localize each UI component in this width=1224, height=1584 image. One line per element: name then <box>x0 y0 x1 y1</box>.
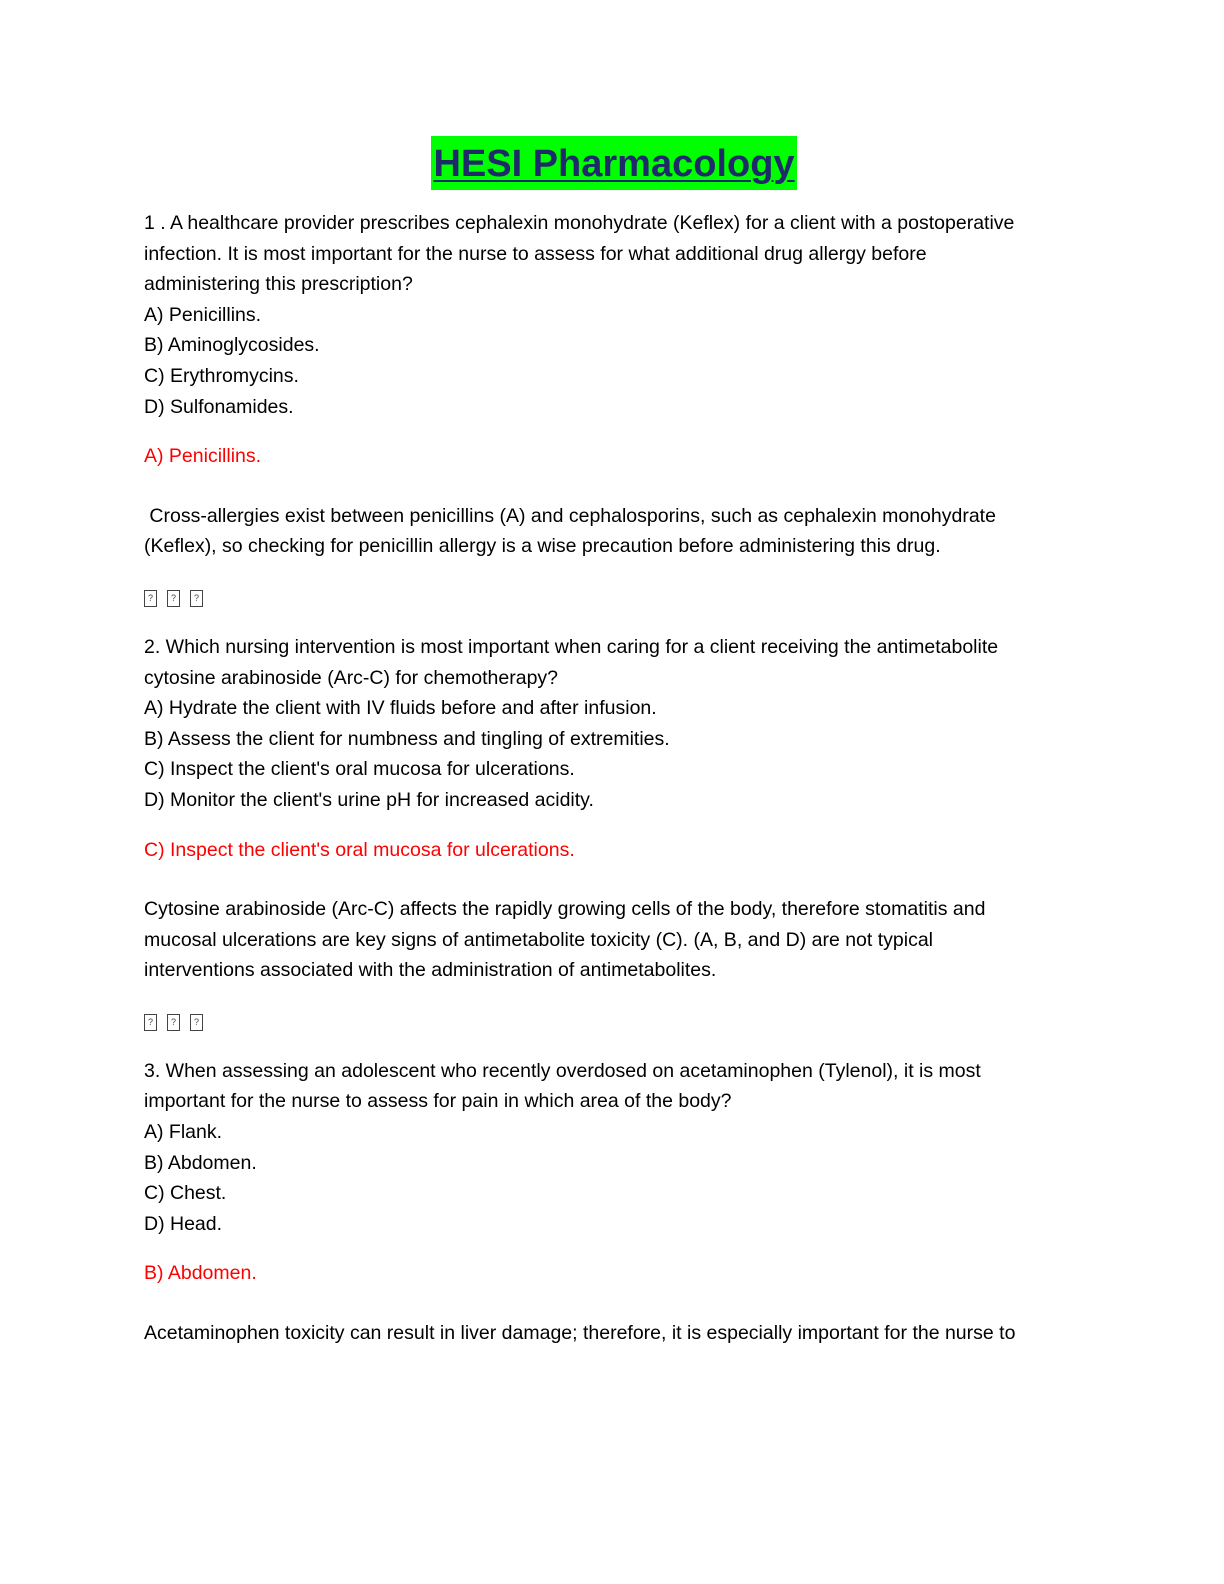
explanation-line: Acetaminophen toxicity can result in liver damage; therefore, it is especially important for the nurse to <box>144 1322 1016 1345</box>
separator-glyphs <box>144 584 1084 614</box>
option-d: D) Sulfonamides. <box>144 395 294 418</box>
option-b: B) Abdomen. <box>144 1151 257 1174</box>
option-b: B) Aminoglycosides. <box>144 334 320 357</box>
explanation <box>144 1318 1084 1349</box>
question-2 <box>144 632 1084 986</box>
missing-glyph-icon: ? <box>144 590 157 607</box>
correct-answer: A) Penicillins. <box>144 445 262 468</box>
correct-answer: C) Inspect the client's oral mucosa for ulcerations. <box>144 838 575 861</box>
explanation-line: Cross-allergies exist between penicillins (A) and cephalosporins, such as cephalexin monohydrate <box>144 504 996 527</box>
question-3 <box>144 1056 1084 1349</box>
explanation-line: (Keflex), so checking for penicillin allergy is a wise precaution before administering this drug. <box>144 535 941 558</box>
question-stem-line: cytosine arabinoside (Arc-C) for chemotherapy? <box>144 666 559 689</box>
option-a: A) Flank. <box>144 1121 223 1144</box>
question-stem-line: important for the nurse to assess for pain in which area of the body? <box>144 1090 732 1113</box>
document-page <box>144 136 1084 1349</box>
explanation <box>144 501 1084 562</box>
option-c: C) Chest. <box>144 1182 227 1205</box>
missing-glyph-icon: ? <box>190 590 203 607</box>
explanation-line: Cytosine arabinoside (Arc-C) affects the rapidly growing cells of the body, therefore stomatitis and <box>144 898 986 921</box>
question-stem-line: 1 . A healthcare provider prescribes cephalexin monohydrate (Keflex) for a client with a postoperative <box>144 212 1015 234</box>
option-a: A) Penicillins. <box>144 303 262 326</box>
option-d: D) Head. <box>144 1212 223 1235</box>
missing-glyph-icon: ? <box>167 590 180 607</box>
question-stem-line: 2. Which nursing intervention is most important when caring for a client receiving the antimetabolite <box>144 635 999 658</box>
question-stem-line: infection. It is most important for the nurse to assess for what additional drug allergy before <box>144 242 927 265</box>
correct-answer: B) Abdomen. <box>144 1262 257 1285</box>
separator-glyphs <box>144 1008 1084 1038</box>
explanation-line: interventions associated with the administration of antimetabolites. <box>144 959 717 982</box>
option-c: C) Inspect the client's oral mucosa for ulcerations. <box>144 758 575 781</box>
option-c: C) Erythromycins. <box>144 364 299 387</box>
option-d: D) Monitor the client's urine pH for increased acidity. <box>144 788 594 811</box>
missing-glyph-icon: ? <box>144 1014 157 1031</box>
option-a: A) Hydrate the client with IV fluids before and after infusion. <box>144 697 657 720</box>
question-stem-line: 3. When assessing an adolescent who recently overdosed on acetaminophen (Tylenol), it is most <box>144 1059 981 1082</box>
question-stem-line: administering this prescription? <box>144 273 413 296</box>
explanation <box>144 894 1084 986</box>
question-1 <box>144 208 1084 562</box>
explanation-line: mucosal ulcerations are key signs of antimetabolite toxicity (C). (A, B, and D) are not typical <box>144 928 933 951</box>
option-b: B) Assess the client for numbness and tingling of extremities. <box>144 727 670 750</box>
page-title: HESI Pharmacology <box>431 136 796 190</box>
missing-glyph-icon: ? <box>190 1014 203 1031</box>
missing-glyph-icon: ? <box>167 1014 180 1031</box>
title-wrap <box>144 136 1084 190</box>
